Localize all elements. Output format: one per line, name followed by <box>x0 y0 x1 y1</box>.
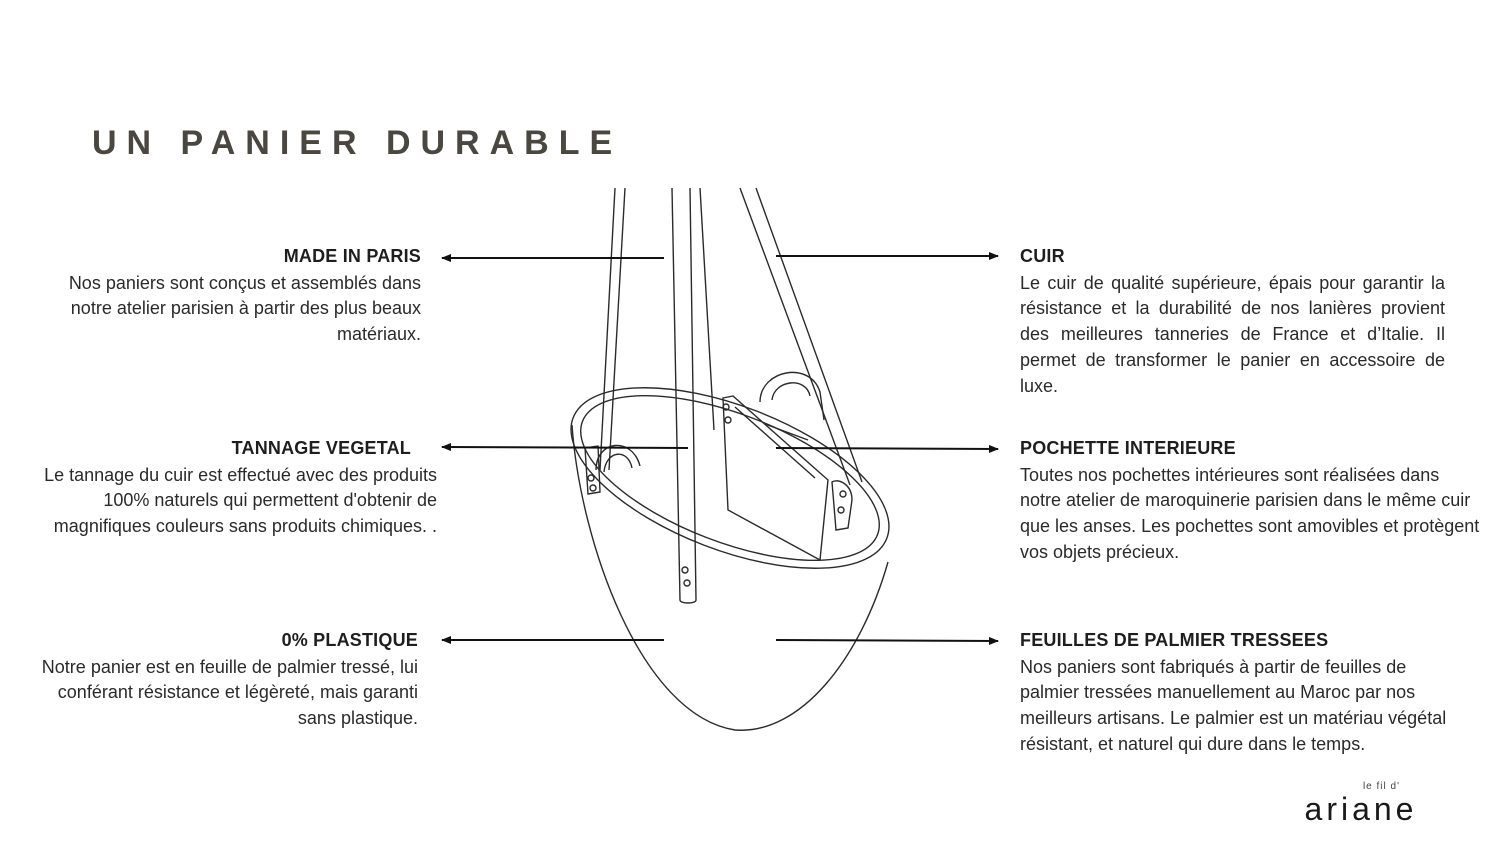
feature-cuir <box>1020 244 1445 399</box>
feature-heading: POCHETTE INTERIEURE <box>1020 438 1236 458</box>
feature-heading: FEUILLES DE PALMIER TRESSEES <box>1020 630 1329 650</box>
feature-heading: TANNAGE VEGETAL <box>231 438 411 458</box>
feature-text: Nos paniers sont fabriqués à partir de feuilles de palmier tressées manuellement au Maroc par nos meilleurs artisans. Le palmier est un matériau végétal résistant, et naturel qui dure dans le temps. <box>1020 656 1447 754</box>
feature-text: Le cuir de qualité supérieure, épais pour garantir la résistance et la durabilité de nos lanières provient des meilleures tanneries de France et d’Italie. Il permet de transformer le panier en accessoire de luxe. <box>1020 272 1445 396</box>
basket-body <box>572 425 888 730</box>
feature-pochette <box>1020 436 1480 566</box>
feature-heading: 0% PLASTIQUE <box>281 630 418 650</box>
logo-tagline: le fil d' <box>1362 781 1400 792</box>
arrow-tannage <box>442 447 688 448</box>
feature-text: Notre panier est en feuille de palmier tressé, lui conférant résistance et légèreté, mais garanti sans plastique. <box>41 656 418 729</box>
logo-wordmark: ariane <box>1304 791 1418 827</box>
feature-text: Le tannage du cuir est effectué avec des produits 100% naturels qui permettent d'obtenir de magnifiques couleurs sans produits chimiques. . <box>44 464 437 537</box>
front-handle <box>596 445 640 470</box>
page-title: UN PANIER DURABLE <box>92 124 623 162</box>
feature-heading: CUIR <box>1020 246 1065 266</box>
arrow-feuilles <box>776 640 998 641</box>
strap-left <box>600 188 615 470</box>
feature-feuilles <box>1020 628 1460 758</box>
feature-plastique <box>40 628 418 732</box>
feature-made-in-paris <box>40 244 421 348</box>
feature-text: Nos paniers sont conçus et assemblés dans notre atelier parisien à partir des plus beaux matériaux. <box>68 272 421 345</box>
feature-tannage <box>40 436 437 540</box>
inner-pochette <box>723 396 828 560</box>
back-handle <box>760 372 824 420</box>
basket-illustration <box>547 188 912 730</box>
feature-text: Toutes nos pochettes intérieures sont réalisées dans notre atelier de maroquinerie parisien dans le même cuir que les anses. Les pochettes sont amovibles et protègent vos objets précieux. <box>1020 464 1480 562</box>
strap-center <box>672 188 680 600</box>
feature-heading: MADE IN PARIS <box>283 246 421 266</box>
arrow-pochette <box>776 448 998 449</box>
strap-right <box>740 188 850 485</box>
brand-logo <box>1296 781 1426 827</box>
